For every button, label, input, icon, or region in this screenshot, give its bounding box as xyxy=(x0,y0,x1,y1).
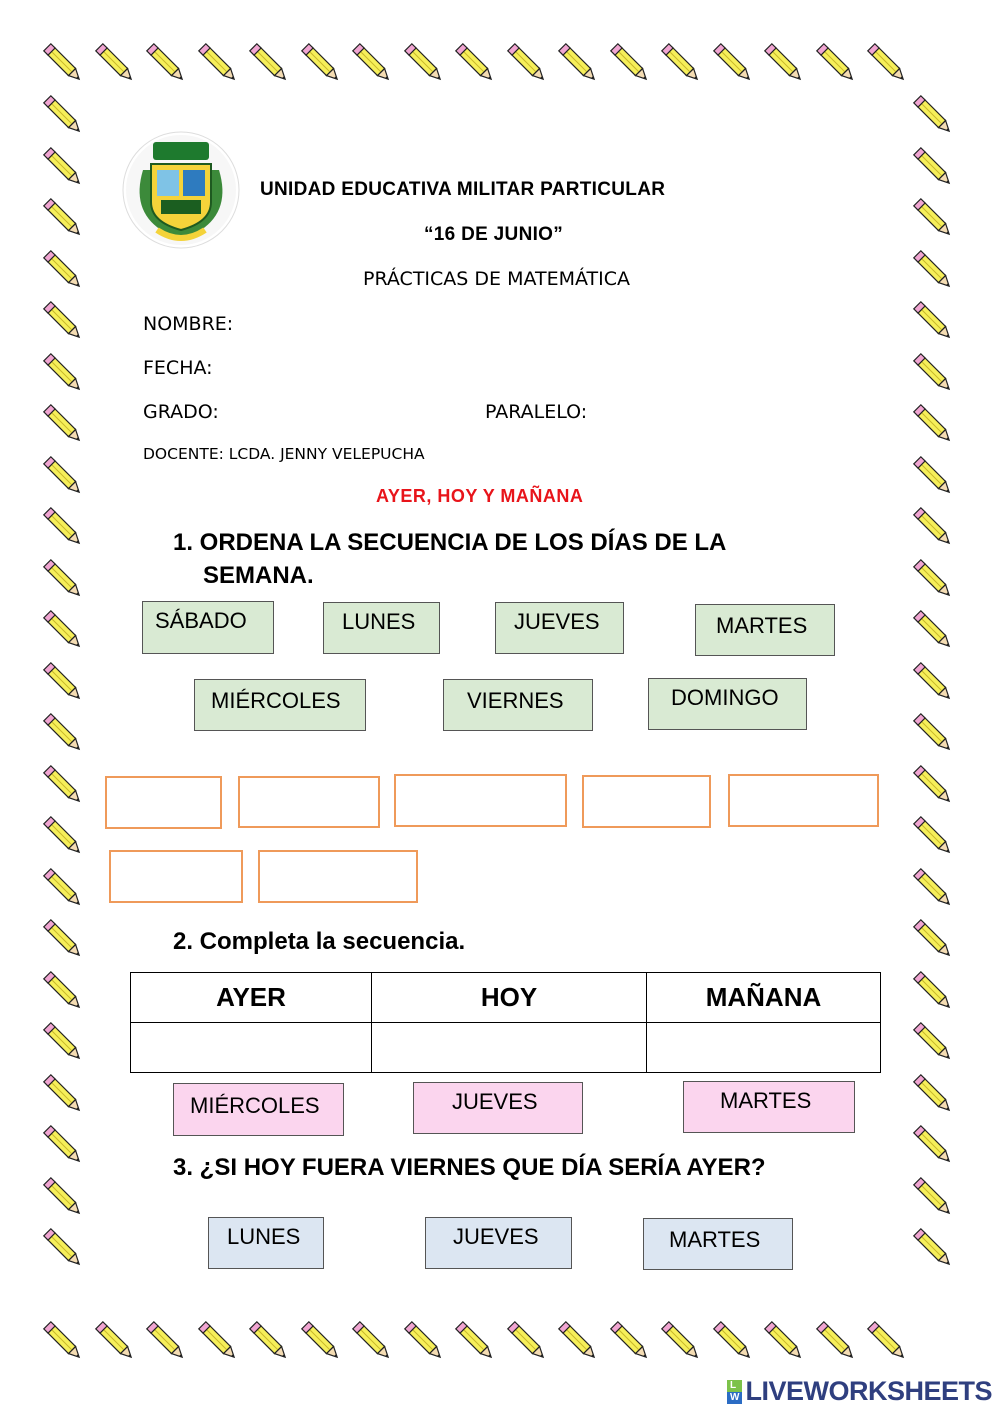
pencil-decoration xyxy=(658,40,708,90)
pencil-decoration xyxy=(143,40,193,90)
header-ayer: AYER xyxy=(131,973,372,1023)
pencil-decoration xyxy=(40,1019,90,1069)
question-1-line2: SEMANA. xyxy=(203,562,314,589)
pencil-decoration xyxy=(910,247,960,297)
sequence-table xyxy=(130,972,881,1073)
chip-q2-jueves[interactable]: JUEVES xyxy=(413,1082,583,1134)
pencil-decoration xyxy=(40,968,90,1018)
pencil-decoration xyxy=(910,504,960,554)
pencil-decoration xyxy=(710,1318,760,1368)
pencil-decoration xyxy=(40,556,90,606)
drop-box-5[interactable] xyxy=(728,774,879,827)
chip-domingo[interactable]: DOMINGO xyxy=(648,678,807,730)
pencil-decoration xyxy=(910,1071,960,1121)
pencil-decoration xyxy=(298,40,348,90)
pencil-decoration xyxy=(710,40,760,90)
pencil-decoration xyxy=(40,195,90,245)
pencil-decoration xyxy=(910,350,960,400)
pencil-decoration xyxy=(40,1318,90,1368)
chip-martes[interactable]: MARTES xyxy=(695,604,835,656)
pencil-decoration xyxy=(910,1225,960,1275)
chip-sabado[interactable]: SÁBADO xyxy=(142,601,274,654)
pencil-decoration xyxy=(555,40,605,90)
pencil-decoration xyxy=(40,865,90,915)
chip-q2-martes[interactable]: MARTES xyxy=(683,1081,855,1133)
chip-miercoles[interactable]: MIÉRCOLES xyxy=(194,679,366,731)
lw-badge xyxy=(727,1380,742,1404)
nombre-label: NOMBRE: xyxy=(143,313,234,335)
pencil-decoration xyxy=(40,762,90,812)
pencil-decoration xyxy=(910,195,960,245)
pencil-decoration xyxy=(349,40,399,90)
pencil-decoration xyxy=(910,556,960,606)
pencil-decoration xyxy=(143,1318,193,1368)
pencil-decoration xyxy=(910,298,960,348)
pencil-decoration xyxy=(92,1318,142,1368)
pencil-decoration xyxy=(555,1318,605,1368)
pencil-decoration xyxy=(195,1318,245,1368)
chip-q2-miercoles[interactable]: MIÉRCOLES xyxy=(173,1083,344,1136)
pencil-decoration xyxy=(40,247,90,297)
answer-hoy[interactable] xyxy=(372,1023,647,1073)
pencil-decoration xyxy=(40,607,90,657)
paralelo-label: PARALELO: xyxy=(485,401,588,423)
question-3: 3. ¿SI HOY FUERA VIERNES QUE DÍA SERÍA AYER? xyxy=(173,1154,766,1181)
pencil-decoration xyxy=(401,1318,451,1368)
drop-box-3[interactable] xyxy=(394,774,567,827)
chip-jueves[interactable]: JUEVES xyxy=(495,602,624,654)
pencil-decoration xyxy=(910,1174,960,1224)
pencil-decoration xyxy=(761,40,811,90)
pencil-decoration xyxy=(40,144,90,194)
pencil-decoration xyxy=(910,144,960,194)
question-1-line1: 1. ORDENA LA SECUENCIA DE LOS DÍAS DE LA xyxy=(173,529,727,556)
pencil-decoration xyxy=(761,1318,811,1368)
header-manana: MAÑANA xyxy=(647,973,881,1023)
pencil-decoration xyxy=(607,40,657,90)
pencil-decoration xyxy=(504,40,554,90)
pencil-decoration xyxy=(246,1318,296,1368)
pencil-decoration xyxy=(813,40,863,90)
pencil-decoration xyxy=(246,40,296,90)
docente-label: DOCENTE: LCDA. JENNY VELEPUCHA xyxy=(143,445,425,463)
pencil-decoration xyxy=(40,710,90,760)
pencil-decoration xyxy=(40,916,90,966)
drop-box-1[interactable] xyxy=(105,776,222,829)
pencil-decoration xyxy=(92,40,142,90)
pencil-decoration xyxy=(40,813,90,863)
pencil-decoration xyxy=(452,40,502,90)
chip-q3-martes[interactable]: MARTES xyxy=(643,1218,793,1270)
pencil-decoration xyxy=(40,40,90,90)
pencil-decoration xyxy=(40,1225,90,1275)
pencil-decoration xyxy=(910,453,960,503)
pencil-decoration xyxy=(658,1318,708,1368)
chip-q3-jueves[interactable]: JUEVES xyxy=(425,1217,572,1269)
pencil-decoration xyxy=(195,40,245,90)
chip-viernes[interactable]: VIERNES xyxy=(443,679,593,731)
pencil-decoration xyxy=(813,1318,863,1368)
pencil-decoration xyxy=(40,504,90,554)
lw-badge-w: W xyxy=(727,1392,742,1404)
pencil-decoration xyxy=(910,968,960,1018)
pencil-decoration xyxy=(40,1071,90,1121)
pencil-decoration xyxy=(607,1318,657,1368)
chip-q3-lunes[interactable]: LUNES xyxy=(208,1217,324,1269)
lw-brand: LIVEWORKSHEETS xyxy=(745,1376,992,1406)
pencil-decoration xyxy=(40,453,90,503)
pencil-decoration xyxy=(40,92,90,142)
lw-badge-l: L xyxy=(727,1380,742,1392)
pencil-decoration xyxy=(910,916,960,966)
answer-manana[interactable] xyxy=(647,1023,881,1073)
answer-ayer[interactable] xyxy=(131,1023,372,1073)
drop-box-6[interactable] xyxy=(109,850,243,903)
pencil-decoration xyxy=(910,865,960,915)
subject-title: PRÁCTICAS DE MATEMÁTICA xyxy=(363,268,630,290)
pencil-decoration xyxy=(504,1318,554,1368)
pencil-decoration xyxy=(910,1019,960,1069)
drop-box-2[interactable] xyxy=(238,776,380,828)
pencil-decoration xyxy=(349,1318,399,1368)
worksheet-title: AYER, HOY Y MAÑANA xyxy=(376,486,584,506)
pencil-decoration xyxy=(910,401,960,451)
fecha-label: FECHA: xyxy=(143,357,213,379)
pencil-decoration xyxy=(40,1174,90,1224)
grado-label: GRADO: xyxy=(143,401,219,423)
pencil-decoration xyxy=(40,401,90,451)
school-date-name: “16 DE JUNIO” xyxy=(424,224,564,245)
pencil-decoration xyxy=(910,1122,960,1172)
pencil-decoration xyxy=(40,298,90,348)
pencil-decoration xyxy=(40,1122,90,1172)
pencil-decoration xyxy=(910,762,960,812)
school-seal xyxy=(121,130,241,250)
pencil-decoration xyxy=(910,607,960,657)
pencil-decoration xyxy=(298,1318,348,1368)
pencil-decoration xyxy=(401,40,451,90)
pencil-decoration xyxy=(910,92,960,142)
chip-lunes[interactable]: LUNES xyxy=(323,602,440,654)
pencil-decoration xyxy=(40,659,90,709)
pencil-decoration xyxy=(910,710,960,760)
header-hoy: HOY xyxy=(372,973,647,1023)
pencil-decoration xyxy=(864,40,914,90)
question-2: 2. Completa la secuencia. xyxy=(173,928,466,955)
drop-box-4[interactable] xyxy=(582,775,711,828)
pencil-decoration xyxy=(910,813,960,863)
school-name: UNIDAD EDUCATIVA MILITAR PARTICULAR xyxy=(260,179,666,200)
pencil-decoration xyxy=(40,350,90,400)
pencil-decoration xyxy=(452,1318,502,1368)
pencil-decoration xyxy=(910,659,960,709)
drop-box-7[interactable] xyxy=(258,850,418,903)
liveworksheets-logo xyxy=(727,1376,992,1407)
pencil-decoration xyxy=(864,1318,914,1368)
